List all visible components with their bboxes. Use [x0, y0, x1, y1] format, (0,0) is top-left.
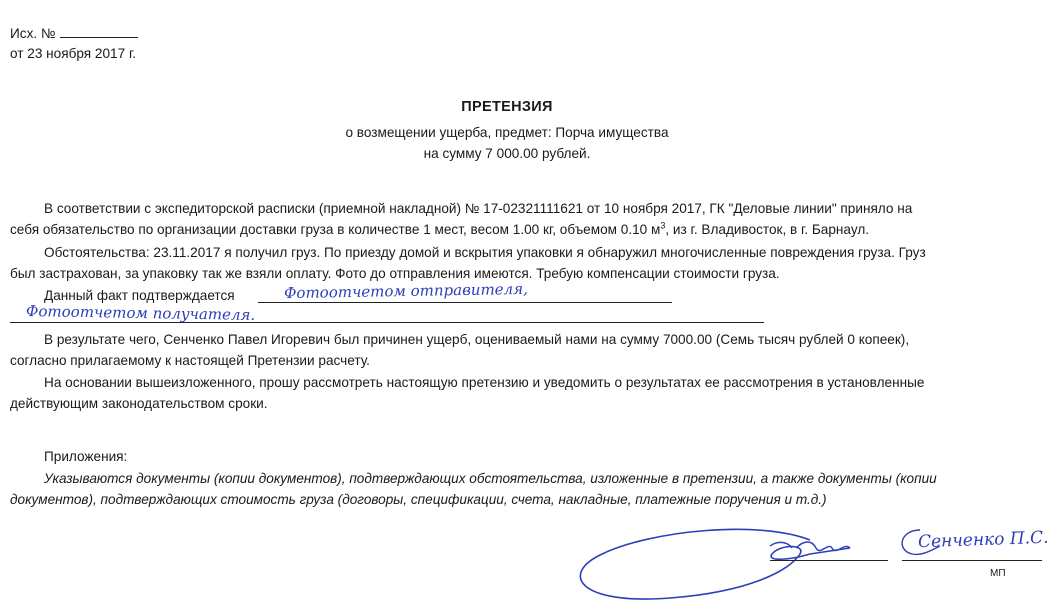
appendix-line-1: Указываются документы (копии документов), подтверждающих обстоятельства, изложенные в претензии, а также документы (копии	[44, 471, 937, 486]
paragraph-3-line-2: согласно прилагаемому к настоящей Претензии расчету.	[10, 353, 370, 368]
signature-scribble	[560, 510, 1040, 608]
outgoing-number-label: Исх. №	[10, 26, 56, 41]
paragraph-2-line-2: был застрахован, за упаковку так же взяли оплату. Фото до отправления имеются. Требую компенсации стоимости груза.	[10, 266, 780, 281]
paragraph-1-line-2	[10, 222, 869, 237]
claim-subject: о возмещении ущерба, предмет: Порча имущества	[345, 125, 669, 140]
outgoing-number-line	[10, 26, 138, 41]
handwritten-photo-report-sender: Фотоотчетом отправителя,	[283, 279, 529, 303]
outgoing-number-blank	[60, 37, 138, 38]
fact-fill-line-2	[10, 322, 764, 323]
claim-amount: на сумму 7 000.00 рублей.	[423, 146, 591, 161]
signature-line	[770, 560, 888, 561]
fact-fill-line-1	[258, 302, 672, 303]
paragraph-4-line-1: На основании вышеизложенного, прошу рассмотреть настоящую претензию и уведомить о результатах ее рассмотрения в установленные	[44, 375, 925, 390]
paragraph-3-line-1: В результате чего, Сенченко Павел Игоревич был причинен ущерб, оцениваемый нами на сумму 7000.00 (Семь тысяч рублей 0 копеек),	[44, 332, 910, 347]
handwritten-signer-name: Сенченко П.С.	[917, 527, 1049, 553]
handwritten-photo-report-recipient: Фотоотчетом получателя.	[25, 302, 256, 324]
paragraph-1-line-1: В соответствии с экспедиторской расписки (приемной накладной) № 17-02321111621 от 10 ноября 2017, ГК "Деловые линии" приняло на	[44, 201, 913, 216]
name-line	[902, 560, 1042, 561]
paragraph-4-line-2: действующим законодательством сроки.	[10, 396, 268, 411]
fact-confirmed-label: Данный факт подтверждается	[44, 288, 235, 303]
paragraph-2-line-1: Обстоятельства: 23.11.2017 я получил груз. По приезду домой и вскрытия упаковки я обнаружил многочисленные повреждения груза. Груз	[44, 245, 926, 260]
cubic-superscript: 3	[660, 220, 666, 231]
paragraph-1-line-2-a: себя обязательство по организации доставки груза в количестве 1 мест, весом 1.00 кг, объемом 0.10 м	[10, 222, 661, 237]
paragraph-1-line-2-b: , из г. Владивосток, в г. Барнаул.	[665, 222, 870, 237]
appendix-label: Приложения:	[44, 449, 128, 464]
document-title: ПРЕТЕНЗИЯ	[461, 99, 553, 115]
appendix-line-2: документов), подтверждающих стоимость груза (договоры, спецификации, счета, накладные, платежные поручения и т.д.)	[10, 492, 827, 507]
document-date: от 23 ноября 2017 г.	[10, 46, 137, 61]
stamp-place-label: МП	[990, 568, 1006, 579]
